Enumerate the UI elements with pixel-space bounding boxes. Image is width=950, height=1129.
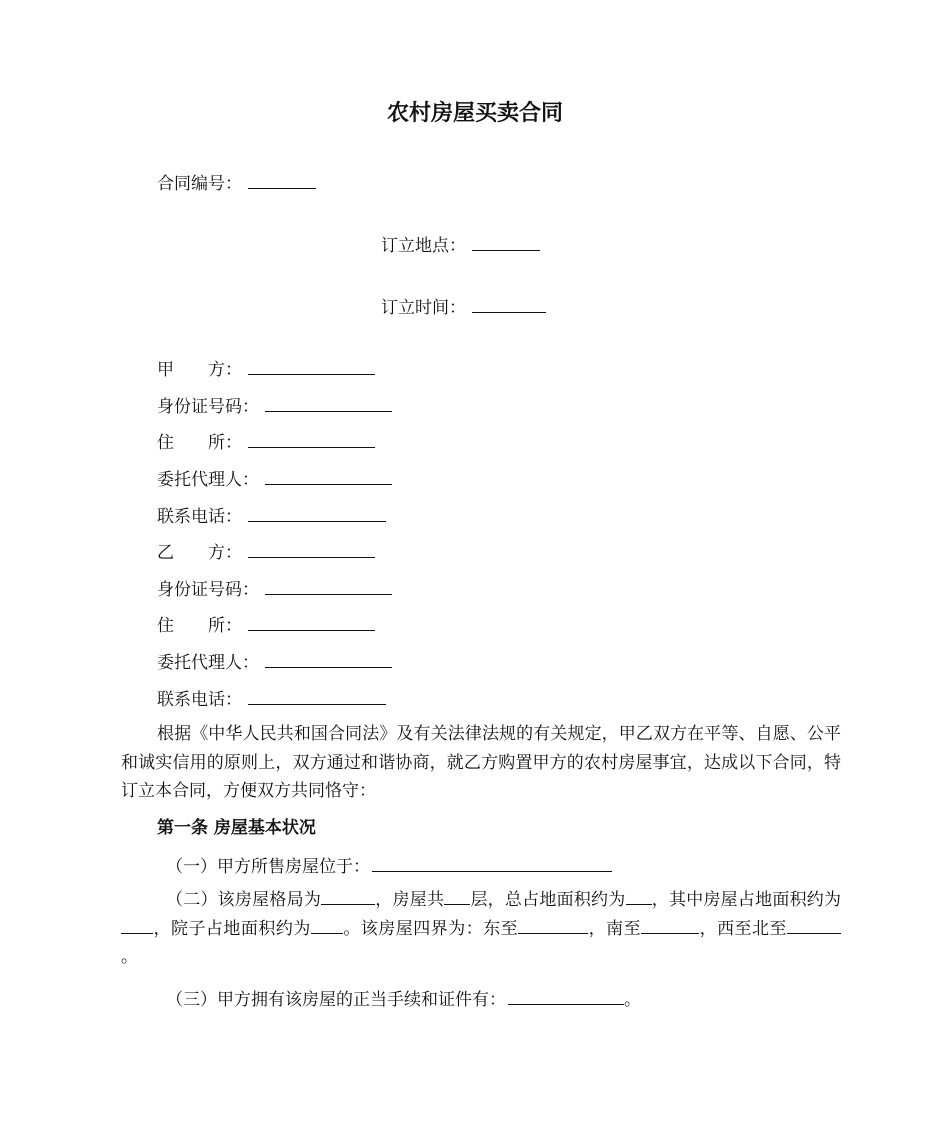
item-1-blank [372,854,612,872]
party-b-phone-blank [248,687,386,705]
signing-time-label: 订立时间： [381,298,466,318]
article-1-item-1 [157,854,612,878]
contract-number-blank [248,171,316,189]
signing-time-blank [472,295,546,313]
party-a-name-label: 甲 方： [157,360,242,380]
party-b-name-blank [248,540,375,558]
party-a-address-label: 住 所： [157,433,242,453]
party-a-phone-label: 联系电话： [157,507,242,527]
house-area-blank [121,916,153,934]
south-boundary-blank [641,916,699,934]
item-2-text-layout: （二）该房屋格局为 [166,890,322,910]
item-2-text-total-area: 层，总占地面积约为 [470,890,626,910]
item-2-text-south: ，南至 [588,918,642,939]
contract-number-field [157,171,316,195]
party-b-name-label: 乙 方： [157,543,242,563]
party-b-agent-label: 委托代理人： [157,653,259,673]
party-a-phone-field [157,504,386,528]
signing-place-field [381,233,540,257]
preamble-paragraph: 根据《中华人民共和国合同法》及有关法律法规的有关规定，甲乙双方在平等、自愿、公平和诚实信用的原则上，双方通过和谐协商，就乙方购置甲方的农村房屋事宜，达成以下合同，特订立本合同，方便双方共同恪守： [121,724,841,801]
party-b-address-field [157,613,375,637]
item-2-text-house-area: ，其中房屋占地面积约为 [651,890,842,910]
total-area-blank [626,887,652,905]
party-b-agent-field [157,650,392,674]
article-1-item-2 [121,886,841,972]
party-b-address-label: 住 所： [157,616,242,636]
party-a-id-label: 身份证号码： [157,397,259,417]
item-2-text-floors: ，房屋共 [375,890,445,910]
contract-number-label: 合同编号： [157,174,242,194]
party-a-agent-field [157,467,392,491]
party-b-agent-blank [265,650,392,668]
item-2-text-yard-area: ，院子占地面积约为 [153,918,311,939]
signing-place-blank [472,233,540,251]
item-2-text-end: 。 [121,947,138,967]
item-3-end: 。 [624,990,641,1010]
party-a-agent-blank [265,467,392,485]
east-boundary-blank [518,916,588,934]
party-b-phone-field [157,687,386,711]
article-1-heading: 第一条 房屋基本状况 [157,818,316,838]
party-b-name-field [157,540,375,564]
floors-blank [444,887,470,905]
party-b-id-field [157,577,392,601]
party-b-address-blank [248,613,375,631]
party-b-id-label: 身份证号码： [157,580,259,600]
item-1-text: （一）甲方所售房屋位于： [166,857,370,877]
signing-place-label: 订立地点： [381,236,466,256]
party-b-phone-label: 联系电话： [157,690,242,710]
signing-time-field [381,295,546,319]
party-a-name-blank [248,357,375,375]
document-title: 农村房屋买卖合同 [386,101,563,126]
item-3-blank [508,987,624,1005]
layout-blank [321,887,375,905]
item-2-text-west-north: ，西至北至 [699,918,788,939]
party-a-id-blank [265,394,392,412]
party-a-agent-label: 委托代理人： [157,470,259,490]
north-boundary-blank [787,916,841,934]
item-2-text-east: 。该房屋四界为：东至 [342,918,519,939]
party-a-address-field [157,430,375,454]
party-a-phone-blank [248,504,386,522]
party-a-name-field [157,357,375,381]
article-1-item-3 [157,987,641,1011]
yard-area-blank [311,916,343,934]
party-a-address-blank [248,430,375,448]
item-3-text: （三）甲方拥有该房屋的正当手续和证件有： [166,990,506,1010]
party-b-id-blank [265,577,392,595]
party-a-id-field [157,394,392,418]
